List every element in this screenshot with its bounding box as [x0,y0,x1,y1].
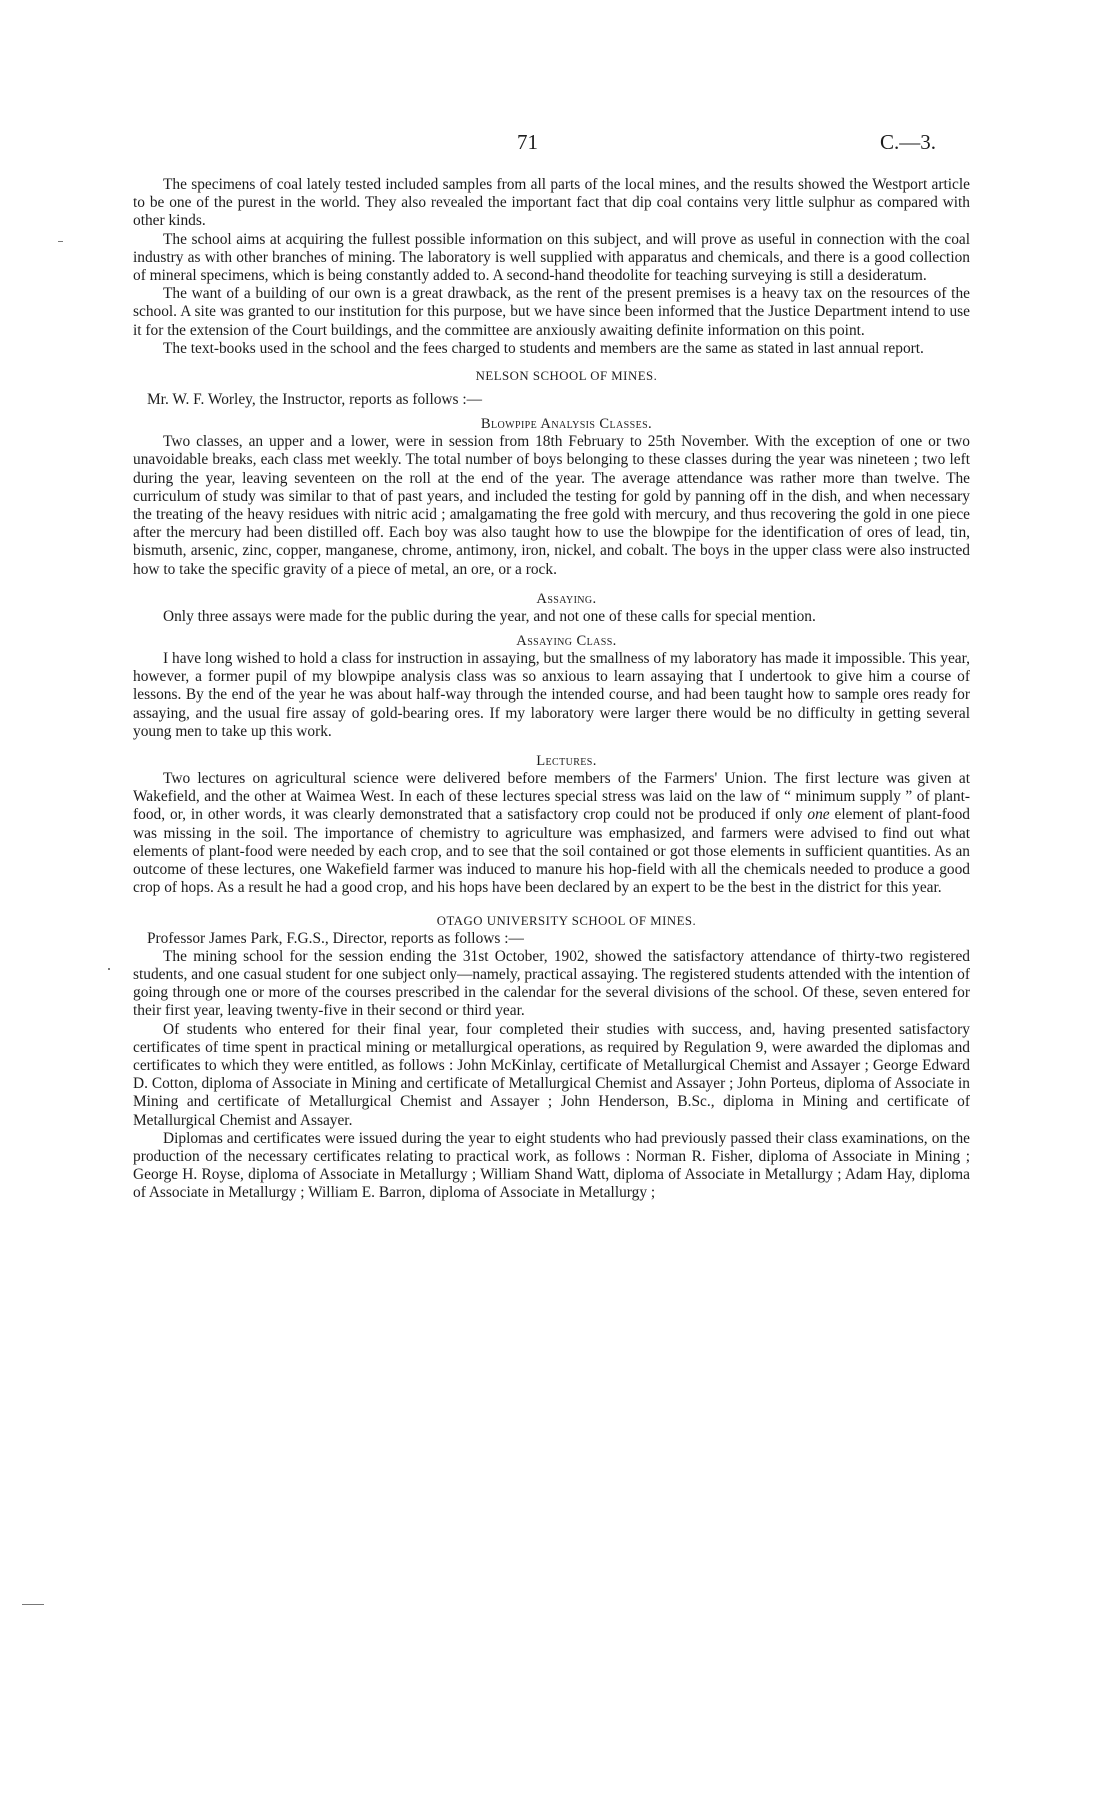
page-body [133,176,970,1203]
otago-paragraph-1: The mining school for the session ending the 31st October, 1902, showed the satisfactory attendance of thirty-two registered students, and one casual student for one subject only—namely, practical assaying. The registered students attended with the intention of going through one or more of the courses prescribed in the calendar for the several divisions of the school. Of these, seven entered for their first year, leaving twenty-five in their second or third year. [133,947,970,1020]
assaying-paragraph: Only three assays were made for the public during the year, and not one of these calls for special mention. [163,607,816,625]
westport-paragraph-3: The want of a building of our own is a great drawback, as the rent of the present premises is a heavy tax on the resources of the school. A site was granted to our institution for this purpose, but we have since been informed that the Justice Department intend to use it for the extension of the Court buildings, and the committee are anxiously awaiting definite information on this point. [133,285,970,339]
lectures-emphasis: one [807,806,830,824]
margin-mark [22,1604,44,1605]
lectures-text-part-2: element of plant-food was missing in the soil. The importance of chemistry to agriculture was emphasized, and farmers were advised to find out what elements of plant-food were needed by each crop, and to see that the soil contained or got those elements in sufficient quantities. As an outcome of these lectures, one Wakefield farmer was induced to manure his hop-field with all the chemicals needed to produce a good crop of hops. As a result he had a good crop, and his hops have been declared by an expert to be the best in the district for this year. [133,806,970,897]
westport-paragraph-4: The text-books used in the school and the fees charged to students and members are the same as stated in last annual report. [163,339,924,357]
page-header [0,130,1114,154]
margin-mark [108,968,110,970]
nelson-heading: NELSON SCHOOL OF MINES. [475,369,658,384]
document-reference: C.—3. [880,130,937,154]
page-number: 71 [517,130,538,154]
assaying-heading: Assaying. [536,590,597,607]
lectures-text-part-1: Two lectures on agricultural science were delivered before members of the Farmers' Union. The first lecture was given at Wakefield, and the other at Waimea West. In each of these lectures special stress was laid on the law of “ minimum supply ” of plant-food, or, in other words, it was clearly demonstrated that a satisfactory crop could not be produced if only [133,770,970,824]
nelson-intro: Mr. W. F. Worley, the Instructor, reports as follows :— [147,391,483,409]
westport-paragraph-1: The specimens of coal lately tested included samples from all parts of the local mines, and the results showed the Westport article to be one of the purest in the world. They also revealed the important fact that dip coal contains very little sulphur as compared with other kinds. [133,176,970,230]
lectures-heading: Lectures. [536,753,597,770]
blowpipe-paragraph: Two classes, an upper and a lower, were in session from 18th February to 25th November. With the exception of one or two unavoidable breaks, each class met weekly. The total number of boys belonging to these classes during the year was nineteen ; two left during the year, leaving seventeen on the roll at the end of the year. The average attendance was rather more than twelve. The curriculum of study was similar to that of past years, and included the testing for gold by panning off in the dish, and when necessary the treating of the heavy residues with nitric acid ; amalgamating the free gold with mercury, and thus recovering the gold in one piece after the mercury had been distilled off. Each boy was also taught how to use the blowpipe for the identification of ores of lead, tin, bismuth, arsenic, zinc, copper, manganese, chrome, antimony, iron, nickel, and cobalt. The boys in the upper class were also instructed how to take the specific gravity of a piece of metal, an ore, or a rock. [133,433,970,578]
assaying-class-heading: Assaying Class. [516,633,617,650]
westport-section [133,176,970,358]
assaying-class-paragraph: I have long wished to hold a class for instruction in assaying, but the smallness of my laboratory has made it impossible. This year, however, a former pupil of my blowpipe analysis class was so anxious to learn assaying that I undertook to give him a course of lessons. By the end of the year he was about half-way through the intended course, and had been taught how to sample ores ready for assaying, and the usual fire assay of gold-bearing ores. If my laboratory were larger there would be no difficulty in getting several young men to take up this work. [133,650,970,740]
otago-heading: OTAGO UNIVERSITY SCHOOL OF MINES. [436,913,697,928]
lectures-paragraph [133,770,970,897]
otago-section [133,912,970,1203]
westport-paragraph-2: The school aims at acquiring the fullest possible information on this subject, and will prove as useful in connection with the coal industry as with other branches of mining. The laboratory is well supplied with apparatus and chemicals, and there is a good collection of mineral specimens, which is being constantly added to. A second-hand theodolite for teaching surveying is still a desideratum. [133,230,970,285]
otago-intro: Professor James Park, F.G.S., Director, reports as follows :— [147,929,524,947]
nelson-section [133,367,970,897]
margin-mark [58,241,63,242]
otago-paragraph-2: Of students who entered for their final year, four completed their studies with success, and, having presented satisfactory certificates of time spent in practical mining or metallurgical operations, as required by Regulation 9, were awarded the diplomas and certificates to which they were entitled, as follows : John McKinlay, certificate of Metallurgical Chemist and Assayer ; George Edward D. Cotton, diploma of Associate in Mining and certificate of Metallurgical Chemist and Assayer ; John Porteus, diploma of Associate in Mining and certificate of Metallurgical Chemist and Assayer ; John Henderson, B.Sc., diploma in Mining and certificate of Metallurgical Chemist and Assayer. [133,1020,970,1129]
otago-paragraph-3: Diplomas and certificates were issued during the year to eight students who had previously passed their class examinations, on the production of the necessary certificates relating to practical work, as follows : Norman R. Fisher, diploma of Associate in Mining ; George H. Royse, diploma of Associate in Metallurgy ; William Shand Watt, diploma of Associate in Metallurgy ; Adam Hay, diploma of Associate in Metallurgy ; William E. Barron, diploma of Associate in Metallurgy ; [133,1129,970,1202]
blowpipe-heading: Blowpipe Analysis Classes. [480,416,653,433]
